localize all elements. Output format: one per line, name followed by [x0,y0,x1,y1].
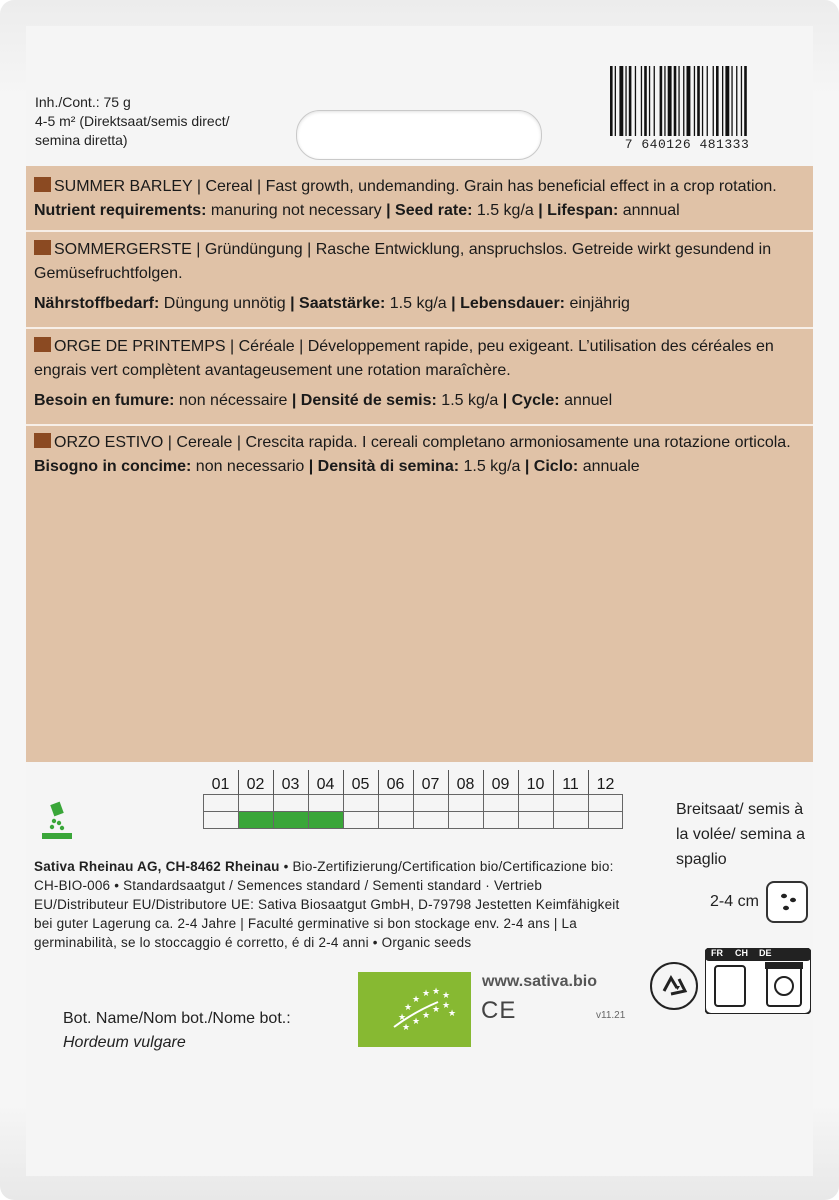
barcode-bar [635,66,636,136]
lifespan-value: annuale [578,458,640,475]
calendar-cell-empty [413,795,448,812]
barcode-bar [625,66,626,136]
calendar-cell-10 [518,812,553,829]
seed-rate-label: | Densité de semis: [291,392,437,409]
calendar-cell-08 [448,812,483,829]
contents-area-cont: semina diretta) [35,132,128,148]
lifespan-value: einjährig [565,295,630,312]
nutrient-value: manuring not necessary [206,202,387,219]
section-en [34,175,804,223]
seed-rate-value: 1.5 kg/a [436,392,503,409]
calendar-cell-empty [483,795,518,812]
botanical-name [63,1007,291,1055]
barcode-bar [668,66,672,136]
botanical-latin-name: Hordeum vulgare [63,1034,186,1051]
barcode-bar [697,66,700,136]
seed-rate-label: | Seed rate: [386,202,473,219]
lifespan-label: | Lifespan: [538,202,619,219]
lifespan-value: annuel [559,392,613,409]
barcode-bar [736,66,737,136]
eu-star-icon: ★ [442,1000,451,1010]
nutrient-value: non nécessaire [174,392,292,409]
calendar-cell-empty [238,795,273,812]
barcode-bar [678,66,679,136]
barcode-bar [610,66,613,136]
eu-star-icon: ★ [402,1022,411,1032]
barcode-bar [707,66,708,136]
month-label-12: 12 [588,770,623,795]
barcode-bar [716,66,719,136]
barcode-bar [744,66,747,136]
contents-area: 4-5 m² (Direktsaat/semis direct/ [35,113,230,129]
barcode-bar [741,66,742,136]
contents-info [35,93,229,150]
nutrient-label: Besoin en fumure: [34,392,175,409]
seed-rate-label: | Densità di semina: [308,458,460,475]
barcode-bar [654,66,655,136]
seed-rate-value: 1.5 kg/a [472,202,539,219]
section-description: ORZO ESTIVO | Cereale | Crescita rapida. I cereali completano armoniosamente una rotazione orticola. [54,434,791,451]
barcode-bar [702,66,703,136]
sowing-depth: 2-4 cm [710,893,759,910]
barcode-bar [664,66,665,136]
sowing-icon [40,801,74,841]
sowing-period-cell-04 [308,812,343,829]
eu-star-icon: ★ [412,994,421,1004]
barcode-bar [731,66,732,136]
eu-organic-logo-icon [358,972,471,1047]
month-label-10: 10 [518,770,553,795]
disposal-country-de: DE [759,948,772,958]
ce-mark: CE [481,997,517,1024]
calendar-cell-09 [483,812,518,829]
nutrient-value: Düngung unnötig [159,295,291,312]
section-fr [34,335,804,413]
section-it [34,431,804,479]
calendar-cell-empty [378,795,413,812]
divider [26,230,813,232]
eu-star-icon: ★ [422,1010,431,1020]
website-link[interactable]: www.sativa.bio [482,973,597,990]
barcode-bar [615,66,616,136]
calendar-cell-empty [518,795,553,812]
calendar-cell-empty [308,795,343,812]
section-description: SOMMERGERSTE | Gründüngung | Rasche Entwicklung, anspruchslos. Getreide wirkt gesundend in Gemüsefruchtfolgen. [34,241,772,282]
sowing-calendar [203,770,623,829]
section-description: SUMMER BARLEY | Cereal | Fast growth, undemanding. Grain has beneficial effect in a crop rotation. [54,178,777,195]
barcode-bar [619,66,623,136]
calendar-cell-empty [204,795,239,812]
month-label-09: 09 [483,770,518,795]
sowing-period-cell-02 [238,812,273,829]
eu-star-icon: ★ [448,1008,457,1018]
calendar-cell-empty [343,795,378,812]
divider [26,424,813,426]
section-description: ORGE DE PRINTEMPS | Céréale | Développement rapide, peu exigeant. L’utilisation des céréales en engrais vert complètent avantageusement une rotation maraîchère. [34,338,774,379]
barcode-bar [713,66,714,136]
botanical-label: Bot. Name/Nom bot./Nome bot.: [63,1010,291,1027]
lifespan-label: | Lebensdauer: [451,295,565,312]
section-de [34,238,804,316]
month-label-04: 04 [308,770,343,795]
month-label-08: 08 [448,770,483,795]
company-name: Sativa Rheinau AG, CH-8462 Rheinau [34,859,280,874]
eu-star-icon: ★ [404,1002,413,1012]
month-label-01: 01 [211,776,230,793]
section-square-icon [34,337,51,352]
barcode-number: 7 640126 481333 [624,137,750,152]
calendar-cell-empty [588,795,623,812]
barcode-bar [722,66,723,136]
disposal-country-fr: FR [711,948,723,958]
month-label-11: 11 [553,770,588,795]
month-label-06: 06 [378,770,413,795]
lifespan-value: annnual [618,202,680,219]
calendar-cell-06 [378,812,413,829]
seed-rate-value: 1.5 kg/a [459,458,525,475]
barcode-bar [683,66,684,136]
nutrient-label: Nährstoffbedarf: [34,295,160,312]
seed-rate-value: 1.5 kg/a [385,295,452,312]
calendar-cell-11 [553,812,588,829]
calendar-cell-07 [413,812,448,829]
sowing-period-cell-03 [273,812,308,829]
legal-text [34,857,630,952]
barcode-bar [660,66,663,136]
barcode-bars [610,66,774,136]
barcode-bar [687,66,691,136]
eu-star-icon: ★ [412,1016,421,1026]
calendar-cell-empty [553,795,588,812]
eu-star-icon: ★ [442,990,451,1000]
eu-star-icon: ★ [398,1012,407,1022]
month-label-02: 02 [238,770,273,795]
disposal-country-ch: CH [735,948,748,958]
calendar-cell-empty [448,795,483,812]
nutrient-value: non necessario [191,458,309,475]
month-label-07: 07 [413,770,448,795]
disposal-icon [705,948,811,1014]
description-panel [26,166,813,762]
certification-text: • Bio-Zertifizierung/Certification bio/Certificazione bio: CH-BIO-006 • Standardsaatgut / Semences standard / Sementi standard · Vertrieb EU/Distributeur EU/Distributore UE: Sativa Biosaatgut GmbH, D-79798 Jestetten Keimfähigkeit bei guter Lagerung ca. 2-4 Jahre | Faculté germinative si bon stockage env. 2-4 ans | La germinabilità, se lo stoccaggio é corretto, é di 2-4 anni • Organic seeds [34,859,620,950]
month-label-05: 05 [343,770,378,795]
barcode-bar [694,66,695,136]
contents-weight: Inh./Cont.: 75 g [35,94,131,110]
barcode-bar [674,66,677,136]
barcode-bar [725,66,729,136]
section-square-icon [34,177,51,192]
barcode-bar [629,66,632,136]
barcode-bar [644,66,647,136]
hanger-hole [296,110,542,160]
eu-star-icon: ★ [422,988,431,998]
version-label: v11.21 [596,1010,626,1021]
calendar-cell-05 [343,812,378,829]
seed-rate-label: | Saatstärke: [290,295,386,312]
eu-star-icon: ★ [432,986,441,996]
lifespan-label: | Cycle: [502,392,560,409]
sowing-method: Breitsaat/ semis à la volée/ semina a spaglio [676,801,805,868]
seed-depth-icon [766,881,808,923]
barcode-bar [649,66,650,136]
calendar-cell-12 [588,812,623,829]
barcode-bar [641,66,642,136]
section-square-icon [34,433,51,448]
calendar-cell-empty [273,795,308,812]
lifespan-label: | Ciclo: [524,458,579,475]
divider [26,327,813,329]
nutrient-label: Nutrient requirements: [34,202,207,219]
calendar-cell-01 [204,812,239,829]
recycle-icon [649,961,699,1011]
month-label-03: 03 [273,770,308,795]
nutrient-label: Bisogno in concime: [34,458,192,475]
eu-star-icon: ★ [432,1004,441,1014]
section-square-icon [34,240,51,255]
